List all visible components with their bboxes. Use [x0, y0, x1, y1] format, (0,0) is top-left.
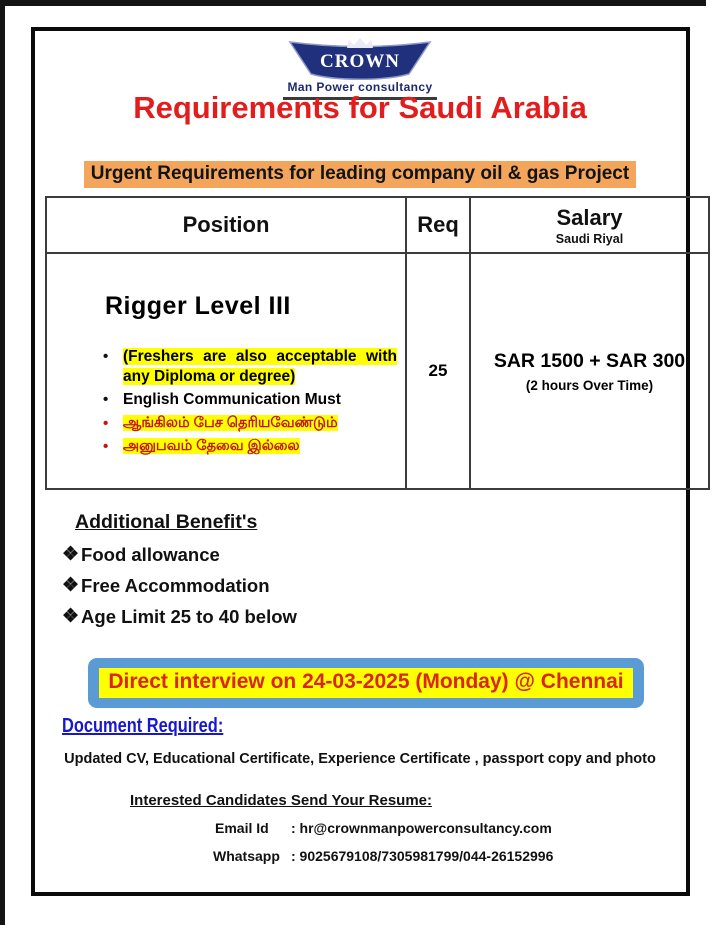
crown-icon	[347, 38, 373, 48]
list-item	[103, 390, 397, 410]
list-item	[103, 437, 397, 457]
salary-amount: SAR 1500 + SAR 300	[493, 349, 686, 372]
position-cell	[46, 253, 406, 489]
whatsapp-label: Whatsapp	[213, 848, 280, 864]
benefit-text: Food allowance	[81, 543, 220, 565]
benefits-section	[62, 511, 297, 636]
column-header-position: Position	[46, 197, 406, 253]
crown-logo-banner	[287, 35, 433, 81]
salary-cell	[470, 253, 709, 489]
benefit-text: Free Accommodation	[81, 574, 270, 596]
bullet-dot-icon: •	[103, 391, 109, 408]
bullet-text-tamil: ஆங்கிலம் பேச தெரியவேண்டும்	[123, 414, 338, 431]
table-row	[46, 253, 709, 489]
documents-list-text: Updated CV, Educational Certificate, Experience Certificate , passport copy and photo	[64, 751, 656, 767]
urgent-strip-text: Urgent Requirements for leading company oil & gas Project	[84, 161, 636, 188]
benefit-text: Age Limit 25 to 40 below	[81, 605, 297, 627]
list-item	[103, 347, 397, 386]
page-title: Requirements for Saudi Arabia	[133, 90, 587, 125]
list-item	[62, 605, 297, 628]
salary-header-currency: Saudi Riyal	[555, 231, 624, 246]
email-label: Email Id	[215, 820, 269, 836]
table-header-row	[46, 197, 709, 253]
diamond-bullet-icon: ❖	[62, 606, 80, 627]
bullet-text-tamil: அனுபவம் தேவை இல்லை	[123, 438, 300, 454]
email-value: : hr@crownmanpowerconsultancy.com	[291, 820, 552, 836]
urgent-strip	[40, 161, 680, 188]
benefits-heading: Additional Benefit's	[75, 511, 258, 533]
list-item	[62, 574, 297, 597]
diamond-bullet-icon: ❖	[62, 544, 80, 565]
column-header-salary	[470, 197, 709, 253]
bullet-text: English Communication Must	[123, 391, 341, 408]
list-item	[62, 543, 297, 566]
column-header-req: Req	[406, 197, 470, 253]
list-item	[103, 414, 397, 434]
req-count-cell: 25	[406, 253, 470, 489]
page-left-border	[0, 0, 5, 925]
resume-heading: Interested Candidates Send Your Resume:	[130, 792, 433, 809]
interview-banner-text: Direct interview on 24-03-2025 (Monday) @ Chennai	[99, 668, 632, 698]
requirements-table	[45, 196, 710, 490]
logo-brand-text: CROWN	[320, 51, 400, 72]
bullet-dot-icon: •	[103, 438, 109, 455]
whatsapp-row	[213, 848, 553, 864]
logo-tagline: Man Power consultancy	[287, 80, 433, 94]
salary-header-label: Salary	[556, 204, 623, 230]
interview-banner	[88, 658, 644, 708]
bullet-dot-icon: •	[103, 414, 109, 432]
page-top-border	[0, 0, 706, 6]
bullet-dot-icon: •	[103, 348, 109, 365]
position-bullet-list	[103, 347, 397, 457]
salary-overtime-note: (2 hours Over Time)	[525, 377, 654, 393]
bullet-text: (Freshers are also acceptable with any Diploma or degree)	[123, 348, 397, 385]
position-title: Rigger Level III	[105, 292, 291, 320]
whatsapp-value: : 9025679108/7305981799/044-26152996	[291, 848, 554, 864]
email-row	[215, 820, 552, 836]
diamond-bullet-icon: ❖	[62, 575, 80, 596]
documents-heading: Document Required:	[62, 715, 224, 737]
